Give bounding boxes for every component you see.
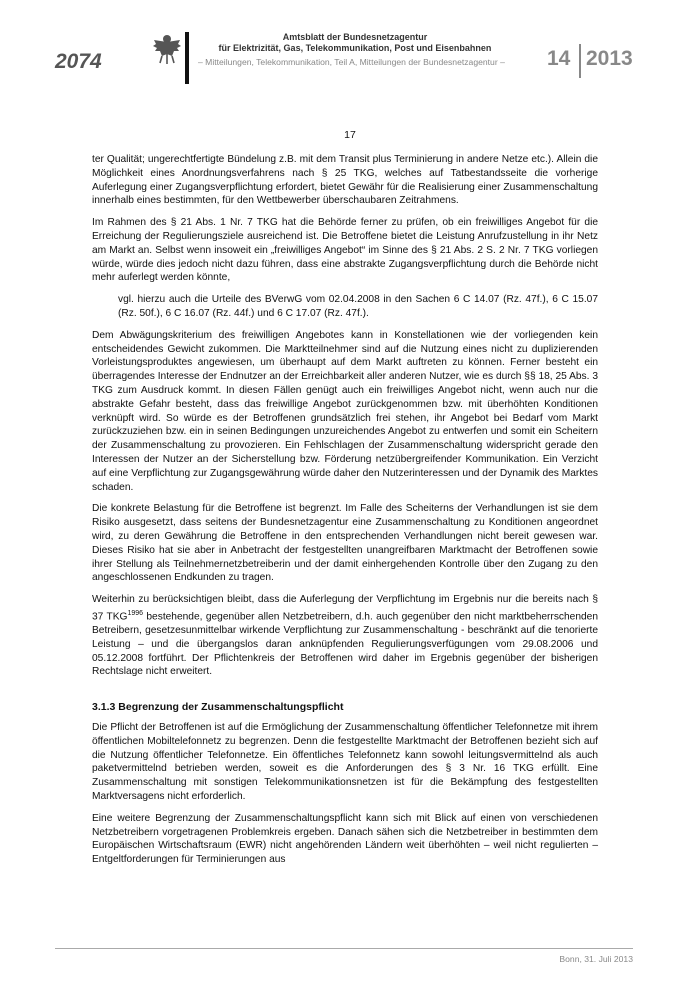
document-page-number: 17	[344, 129, 356, 141]
paragraph: ter Qualität; ungerechtfertigte Bündelung z.B. mit dem Transit plus Terminierung in andere Netze etc.). Allein die Möglichkeit eines Anordnungsverfahrens nach § 25 TKG, welches auf Tatbestandsseite die vorherige Auferlegung einer Zugangsverpflichtung erfordert, bietet Gewähr für die Realisierung einer Zusammenschaltung innerhalb eines bestimmten, für den Wettbewerber überschaubaren Zeitrahmens.	[92, 154, 598, 207]
footnote-ref: 1996	[127, 609, 144, 617]
page-number: 2074	[55, 50, 102, 73]
journal-title-line2: für Elektrizität, Gas, Telekommunikation, Post und Eisenbahnen	[218, 43, 492, 53]
footer-date: Bonn, 31. Juli 2013	[559, 954, 633, 964]
issue-year: 2013	[586, 47, 633, 70]
document-body	[92, 153, 598, 875]
footer-divider	[55, 948, 633, 949]
paragraph-text: bestehende, gegenüber allen Netzbetreibern, d.h. auch gegenüber den nicht marktbeherrschenden Betreibern, gesetzesunmittelbar wirkende Verpflichtung zur Zusammenschaltung - beschränkt auf die tenorierte Leistung – und die übergangslos daran anknüpfenden Regulierungsverfügungen vom 29.08.2006 und 05.12.2008 fortführt. Der Pflichtenkreis der Betroffenen wird daher im Ergebnis gegenüber der bisherigen Rechtslage nicht erweitert.	[92, 611, 598, 678]
paragraph: Die Pflicht der Betroffenen ist auf die Ermöglichung der Zusammenschaltung öffentlicher Telefonnetze mit ihrem öffentlichen Mobiltelefonnetz zu begrenzen. Denn die festgestellte Marktmacht der Betroffenen bezieht sich auf die Nutzung öffentlicher Telefonnetze. Ein öffentliches Telefonnetz kann sowohl leitungsvermittelnd als auch paketvermittelnd betrieben werden, soweit es die Anforderungen des § 3 Nr. 16 TKG erfüllt. Eine Zusammenschaltung mit sonstigen Telekommunikationsnetzen ist für die Bekämpfung des festgestellten Marktversagens nicht erforderlich.	[92, 722, 598, 803]
journal-title	[200, 32, 510, 54]
paragraph: Im Rahmen des § 21 Abs. 1 Nr. 7 TKG hat die Behörde ferner zu prüfen, ob ein freiwilliges Angebot für die Erreichung der Regulierungsziele ausreichend ist. Die Betroffene bietet die Leistung Anrufzustellung in ihr Netz am Markt an. Selbst wenn insoweit ein „freiwilliges Angebot“ im Sinne des § 21 Abs. 2 S. 2 Nr. 7 TKG vorliegen würde, würde dies jedoch nicht dazu führen, dass eine abstrakte Zugangsverpflichtung durch die Behörde nicht mehr auferlegt werden könnte,	[92, 217, 598, 284]
journal-subtitle: – Mitteilungen, Telekommunikation, Teil A, Mitteilungen der Bundesnetzagentur –	[198, 57, 505, 67]
paragraph: Eine weitere Begrenzung der Zusammenschaltungspflicht kann sich mit Blick auf einen von verschiedenen Netzbetreibern vorgetragenen Problemkreis ergeben. Danach sähen sich die Netzbetreiber in bestimmten dem Europäischen Wirtschaftsraum (EWR) nicht angehörenden Ländern weit überhöhten – weil nicht regulierten – Entgeltforderungen für Terminierungen aus	[92, 812, 598, 866]
journal-title-line1: Amtsblatt der Bundesnetzagentur	[282, 32, 428, 42]
paragraph-text: Weiterhin zu berücksichtigen bleibt, dass die Auferlegung der Verpflichtung im Ergebnis nur die bereits nach § 37 TKG	[92, 594, 598, 623]
paragraph	[92, 593, 598, 679]
issue-number: 14	[547, 47, 571, 70]
paragraph: Die konkrete Belastung für die Betroffene ist begrenzt. Im Falle des Scheiterns der Verhandlungen ist sie dem Risiko ausgesetzt, dass seitens der Bundesnetzagentur eine Zusammenschaltung zu Konditionen angeordnet wird, zu deren Gewährung die Betroffene in den entsprechenden Verhandlungen nicht bereit gewesen war. Dieses Risiko hat sie aber in Anbetracht der festgestellten unangreifbaren Marktmacht der Betroffenen sowie ihrer Stellung als Teilnehmernetzbetreiberin und der damit einhergehenden Kontrolle über den Zugang zu den angeschlossenen Endkunden zu tragen.	[92, 503, 598, 584]
paragraph: Dem Abwägungskriterium des freiwilligen Angebotes kann in Konstellationen wie der vorliegenden kein entscheidendes Gewicht zukommen. Die Marktteilnehmer sind auf die Nutzung eines nicht zu duplizierenden Vorleistungsproduktes angewiesen, um überhaupt auf dem Markt auftreten zu können. Ferner besteht ein überragendes Interesse der Endnutzer an der Erreichbarkeit aller anderen Nutzer, wie es durch §§ 18, 25 Abs. 3 TKG zum Ausdruck kommt. In diesen Fällen genügt auch ein freiwilliges Angebot nicht, wenn auch nur die abstrakte Gefahr besteht, dass das freiwillige Angebot zurückgenommen bzw. mit überhöhten Konditionen verknüpft wird. So würde es der Betroffenen grundsätzlich frei stehen, ihr Angebot bei Bedarf vom Markt zurückzuziehen bzw. ein in seinen Bedingungen unzureichendes Angebot zu entwerfen und somit ein Scheitern der Zusammenschaltung zu provozieren. Ein Fehlschlagen der Zusammenschaltung widerspricht gerade den Interessen der Nutzer an der Sicherstellung bzw. Förderung netzübergreifender Kommunikation. Ein Verzicht auf eine Verpflichtung zur Zugangsgewährung würde daher den Nutzerinteressen und der Dynamik des Marktes schaden.	[92, 329, 598, 493]
citation-paragraph: vgl. hierzu auch die Urteile des BVerwG vom 02.04.2008 in den Sachen 6 C 14.07 (Rz. 47f.), 6 C 15.07 (Rz. 50f.), 6 C 16.07 (Rz. 44f.) und 6 C 17.07 (Rz. 47f.).	[118, 294, 598, 319]
eagle-icon	[150, 32, 184, 66]
header-divider	[185, 32, 189, 84]
issue-divider	[579, 44, 581, 78]
section-heading: 3.1.3 Begrenzung der Zusammenschaltungspflicht	[92, 701, 344, 714]
